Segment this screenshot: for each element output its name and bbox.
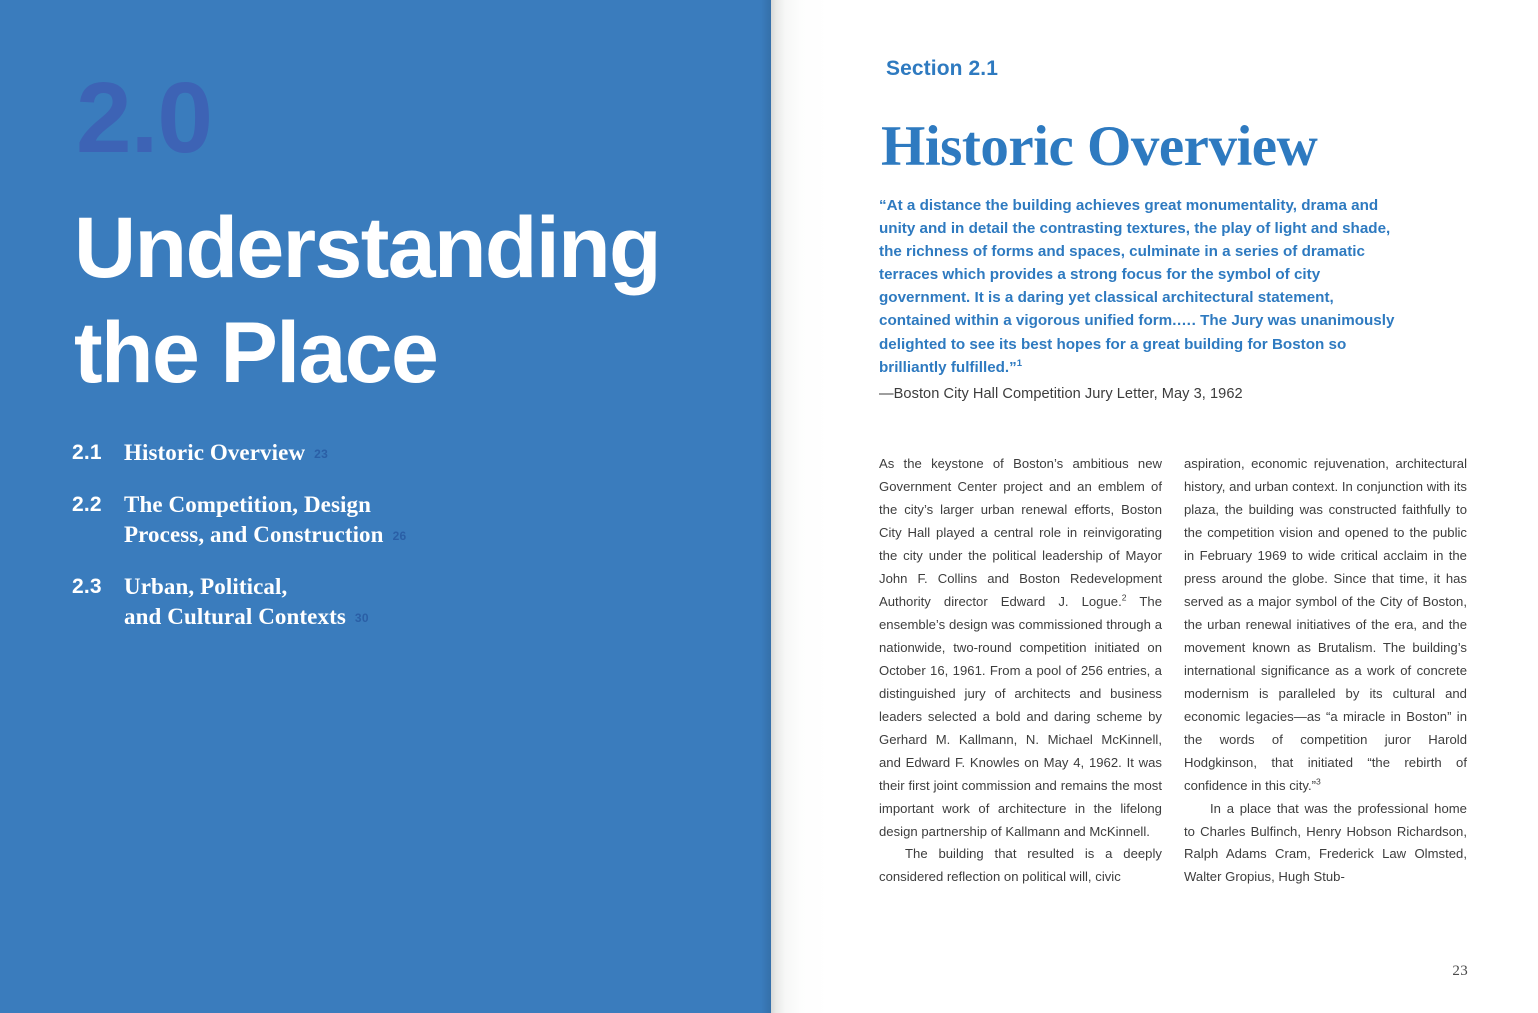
toc-item-title-line-2 <box>124 520 407 551</box>
toc-item-title <box>124 490 407 551</box>
body-paragraph-3-start: In a place that was the professional home to Charles Bulfinch, Henry Hobson Richardson, Ralph Adams Cram, Frederick Law Olmsted, Walter Gropius, Hugh Stub- <box>1184 800 1467 885</box>
toc-item-title <box>124 572 369 633</box>
toc-item-2-3[interactable] <box>72 572 532 633</box>
chapter-title-line-2: the Place <box>74 304 438 401</box>
toc-item-title-line-1 <box>124 438 328 469</box>
toc-item-title <box>124 438 328 469</box>
toc-title-text: Process, and Construction <box>124 522 384 548</box>
quote-attribution: —Boston City Hall Competition Jury Letter, May 3, 1962 <box>879 386 1243 402</box>
page-title <box>74 196 714 406</box>
section-eyebrow: Section 2.1 <box>886 57 998 80</box>
toc-item-2-2[interactable] <box>72 490 532 551</box>
toc-item-number: 2.2 <box>72 492 102 516</box>
body-paragraph-2-start: The building that resulted is a deeply considered reflection on political will, civic <box>879 846 1162 885</box>
book-gutter-shadow <box>771 0 829 1013</box>
chapter-title-line-1: Understanding <box>74 200 660 296</box>
toc-item-page-number: 23 <box>314 447 329 461</box>
toc-item-title-line-1: The Competition, Design <box>124 491 372 517</box>
toc-item-title-line-1: Urban, Political, <box>124 573 288 599</box>
table-of-contents <box>72 438 532 654</box>
toc-item-number: 2.3 <box>72 574 102 598</box>
paragraph-2-footnote-marker: 3 <box>1315 776 1321 787</box>
toc-item-page-number: 30 <box>354 611 369 626</box>
paragraph-1-part-a: As the keystone of Boston’s ambitious new Government Center project and an emblem of the city’s larger urban renewal efforts, Boston City Hall played a central role in reinvigorating the city under the political leadership of Mayor John F. Collins and Boston Redevelopment Authority director Edward J. Logue. <box>879 456 1162 609</box>
paragraph-2-text: aspiration, economic rejuvenation, architectural history, and urban context. In conjunction with its plaza, the building was constructed faithfully to the competition vision and opened to the public in February 1969 to wide critical acclaim in the press around the globe. Since that time, it has served as a major symbol of the City of Boston, the urban renewal initiatives of the era, and the movement known as Brutalism. The building’s international significance as a work of concrete modernism is paralleled by its cultural and economic legacies—as “a miracle in Boston” in the words of competition juror Harold Hodgkinson, that initiated “the rebirth of confidence in this city.” <box>1184 456 1467 793</box>
paragraph-1-footnote-marker: 2 <box>1121 592 1127 603</box>
pull-quote-text: “At a distance the building achieves great monumentality, drama and unity and in detail the contrasting textures, the play of light and shade, the richness of forms and spaces, culminate in a series of dramatic terraces which provides a strong focus for the symbol of city government. It is a daring yet classical architectural statement, contained within a vigorous unified form.…. The Jury was unanimously delighted to see its best hopes for a great building for Boston so brilliantly fulfilled.” <box>879 197 1395 376</box>
toc-title-text: Historic Overview <box>124 440 306 465</box>
pull-quote-footnote-marker: 1 <box>1016 357 1023 369</box>
toc-item-page-number: 26 <box>392 529 407 544</box>
body-column-right <box>1184 453 1467 889</box>
pull-quote <box>879 194 1399 379</box>
body-text-columns <box>879 453 1467 889</box>
toc-item-number: 2.1 <box>72 441 102 464</box>
chapter-number: 2.0 <box>76 62 213 174</box>
paragraph-1-part-b: The ensemble’s design was commissioned through a nationwide, two-round competition initiated on October 16, 1961. From a pool of 256 entries, a distinguished jury of architects and business leaders selected a bold and daring scheme by Gerhard M. Kallmann, N. Michael McKinnell, and Edward F. Knowles on May 4, 1962. It was their first joint commission and remains the most important work of architecture in the lifelong design partnership of Kallmann and McKinnell. <box>879 593 1163 839</box>
body-paragraph-2-continued <box>1184 453 1467 798</box>
toc-item-title-line-2 <box>124 602 369 633</box>
toc-item-2-1[interactable] <box>72 438 532 469</box>
section-text-page <box>771 0 1538 1013</box>
body-paragraph-1 <box>879 453 1162 843</box>
toc-title-text: and Cultural Contexts <box>124 604 346 630</box>
page-folio-number: 23 <box>1452 963 1468 979</box>
section-title: Historic Overview <box>881 115 1318 178</box>
body-column-left <box>879 453 1162 889</box>
